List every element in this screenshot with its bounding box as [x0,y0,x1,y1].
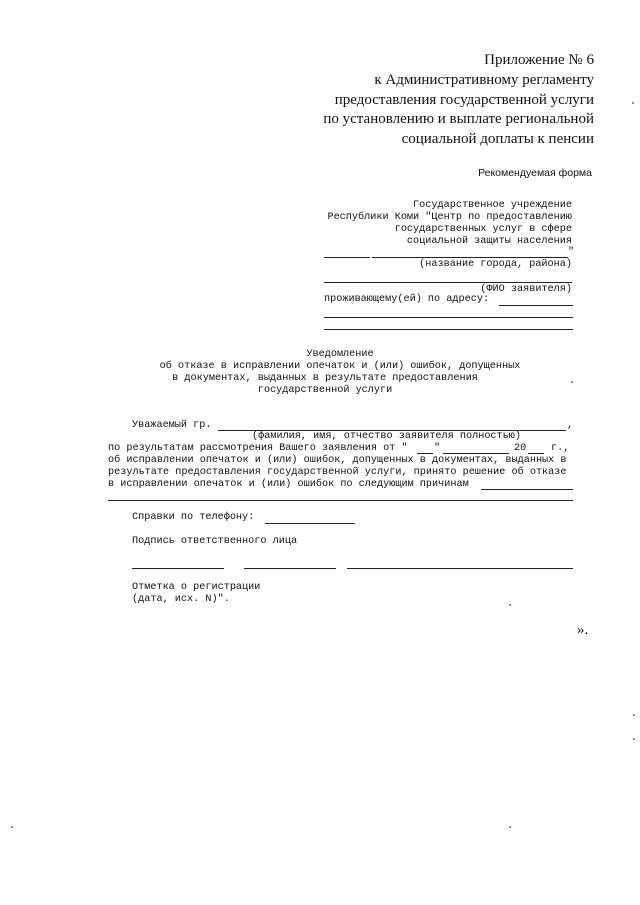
header-line-1: Приложение № 6 [484,52,594,68]
greeting: Уважаемый гр. [132,420,212,431]
phone-line [265,523,355,524]
scan-speck [11,826,13,828]
body-line-2: об исправлении опечаток и (или) ошибок, допущенных в документах, выданных в [108,455,567,466]
address-label: проживающему(ей) по адресу: [324,294,490,305]
date-month-line [443,453,509,454]
signature-position-line [132,568,224,569]
notice-title: Уведомление [306,349,374,360]
body-line-1c: 20 [514,443,527,454]
header-line-2: к Административному регламенту [374,72,594,88]
reason-line-1 [481,489,573,490]
date-year-line [528,453,544,454]
address-line-2 [324,317,573,318]
body-line-1d: г., [551,443,570,454]
city-hint: (название города, района) [419,259,572,270]
signature-line [244,568,336,569]
body-line-4: в исправлении опечаток и (или) ошибок по следующим причинам [108,479,469,490]
institution-line-3: государственных услуг в сфере [394,224,572,235]
signature-label: Подпись ответственного лица [132,536,298,547]
phone-label: Справки по телефону: [132,512,255,523]
closing-quote: ». [577,622,589,638]
body-line-3: результате предоставления государственной услуги, принято решение об отказе [108,467,567,478]
body-line-1a: по результатам рассмотрения Вашего заявления от " [108,443,408,454]
address-line-1 [499,305,573,306]
institution-line-1: Государственное учреждение [413,200,572,211]
scan-speck [632,102,634,104]
scan-speck [571,381,573,383]
notice-subtitle-3: государственной услуги [257,385,393,396]
institution-line-2: Республики Коми "Центр по предоставлению [327,212,572,223]
institution-line-blank-a [324,257,370,258]
registration-line-1: Отметка о регистрации [132,582,261,593]
body-line-1b: " [434,443,441,454]
scan-speck [633,714,635,716]
scan-speck [509,826,511,828]
greeting-comma: , [567,420,574,431]
institution-quote-close: " [568,247,575,258]
scan-speck [509,604,511,606]
registration-line-2: (дата, исх. N)". [132,594,230,605]
reason-line-2 [108,500,573,501]
address-line-3 [324,329,573,330]
notice-subtitle-2: в документах, выданных в результате предоставления [172,373,478,384]
scan-speck [633,738,635,740]
institution-line-4: социальной защиты населения [406,236,572,247]
date-day-line [417,453,433,454]
header-line-5: социальной доплаты к пенсии [401,131,594,147]
fio-hint: (ФИО заявителя) [480,284,572,295]
notice-subtitle-1: об отказе в исправлении опечаток и (или) ошибок, допущенных [159,361,521,372]
institution-line-blank-b [372,257,568,258]
form-note: Рекомендуемая форма [478,167,592,179]
signature-name-line [347,568,573,569]
header-line-4: по установлению и выплате региональной [323,111,594,127]
header-line-3: предоставления государственной услуги [334,92,594,108]
fio-line [324,282,572,283]
name-hint: (фамилия, имя, отчество заявителя полностью) [252,431,521,442]
